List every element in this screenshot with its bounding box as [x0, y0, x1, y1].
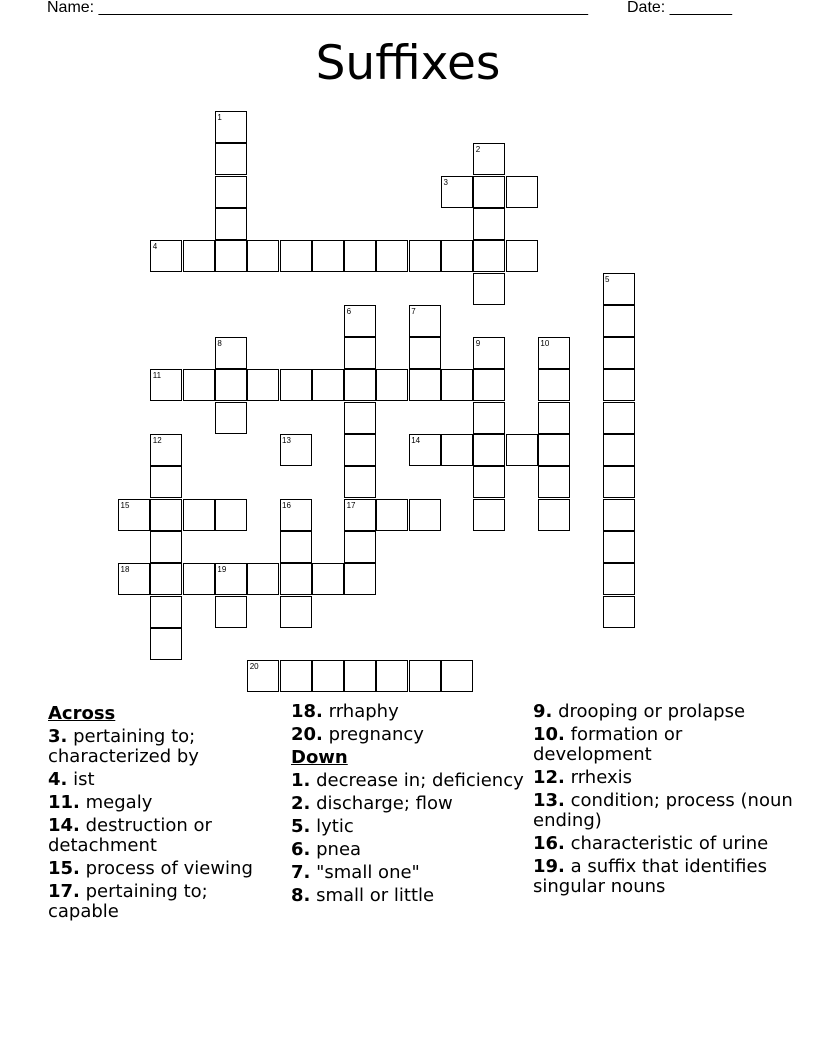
clue-across-18: 18. rrhaphy [291, 701, 399, 722]
grid-cell[interactable] [473, 499, 505, 531]
grid-cell[interactable] [344, 305, 376, 337]
grid-cell[interactable] [344, 466, 376, 498]
grid-cell[interactable] [376, 369, 408, 401]
grid-cell[interactable] [215, 402, 247, 434]
grid-cell[interactable] [409, 499, 441, 531]
clue-number-20: 20 [249, 662, 259, 672]
clue-across-4: 4. ist [48, 769, 95, 790]
grid-cell[interactable] [150, 466, 182, 498]
clue-across-11: 11. megaly [48, 792, 153, 813]
grid-cell[interactable] [506, 240, 538, 272]
grid-cell[interactable] [441, 369, 473, 401]
grid-cell[interactable] [376, 240, 408, 272]
grid-cell[interactable] [215, 499, 247, 531]
clue-number-10: 10 [540, 339, 550, 349]
date-field[interactable]: Date: _______ [627, 0, 732, 16]
grid-cell[interactable] [247, 369, 279, 401]
grid-cell[interactable] [183, 240, 215, 272]
grid-cell[interactable] [215, 369, 247, 401]
grid-cell[interactable] [506, 434, 538, 466]
grid-cell[interactable] [473, 402, 505, 434]
grid-cell[interactable] [280, 531, 312, 563]
grid-cell[interactable] [441, 660, 473, 692]
clue-down-16: 16. characteristic of urine [533, 833, 769, 854]
grid-cell[interactable] [473, 466, 505, 498]
clue-down-1: 1. decrease in; deficiency [291, 770, 524, 791]
grid-cell[interactable] [441, 176, 473, 208]
grid-cell[interactable] [183, 369, 215, 401]
clues-column-1 [48, 702, 278, 925]
grid-cell[interactable] [603, 305, 635, 337]
grid-cell[interactable] [150, 240, 182, 272]
clue-number-15: 15 [120, 500, 130, 510]
grid-cell[interactable] [215, 208, 247, 240]
grid-cell[interactable] [441, 434, 473, 466]
grid-cell[interactable] [118, 499, 150, 531]
clue-number-19: 19 [217, 565, 227, 575]
clue-number-3: 3 [443, 177, 448, 187]
grid-cell[interactable] [280, 596, 312, 628]
clue-number-11: 11 [152, 371, 162, 381]
clue-down-7: 7. "small one" [291, 862, 420, 883]
grid-cell[interactable] [409, 240, 441, 272]
grid-cell[interactable] [473, 208, 505, 240]
clue-down-12: 12. rrhexis [533, 767, 632, 788]
grid-cell[interactable] [603, 466, 635, 498]
clue-across-14: 14. destruction or detachment [48, 815, 212, 856]
grid-cell[interactable] [150, 369, 182, 401]
grid-cell[interactable] [150, 499, 182, 531]
grid-cell[interactable] [344, 499, 376, 531]
grid-cell[interactable] [150, 628, 182, 660]
grid-cell[interactable] [280, 369, 312, 401]
grid-cell[interactable] [312, 240, 344, 272]
grid-cell[interactable] [473, 434, 505, 466]
clue-number-13: 13 [282, 436, 291, 445]
clue-down-9: 9. drooping or prolapse [533, 701, 746, 722]
grid-cell[interactable] [280, 499, 312, 531]
grid-cell[interactable] [473, 176, 505, 208]
clue-down-10: 10. formation or development [533, 724, 683, 765]
grid-cell[interactable] [215, 563, 247, 595]
grid-cell[interactable] [118, 563, 150, 595]
grid-cell[interactable] [473, 143, 505, 175]
clue-number-8: 8 [217, 339, 222, 349]
clue-number-6: 6 [346, 306, 352, 316]
clue-across-17: 17. pertaining to; capable [48, 881, 208, 922]
puzzle-title: Suffixes [315, 36, 501, 91]
grid-cell[interactable] [603, 369, 635, 401]
grid-cell[interactable] [280, 434, 312, 466]
grid-cell[interactable] [247, 563, 279, 595]
grid-cell[interactable] [538, 402, 570, 434]
clue-down-2: 2. discharge; flow [291, 793, 453, 814]
grid-cell[interactable] [215, 337, 247, 369]
grid-cell[interactable] [280, 240, 312, 272]
grid-cell[interactable] [150, 596, 182, 628]
clue-down-6: 6. pnea [291, 839, 362, 860]
clue-number-18: 18 [120, 565, 130, 575]
clue-number-16: 16 [282, 500, 291, 510]
grid-cell[interactable] [215, 176, 247, 208]
grid-cell[interactable] [344, 660, 376, 692]
grid-cell[interactable] [376, 660, 408, 692]
grid-cell[interactable] [215, 143, 247, 175]
clue-number-9: 9 [475, 339, 481, 349]
grid-cell[interactable] [603, 402, 635, 434]
across-heading: Across [48, 703, 116, 724]
down-heading: Down [291, 747, 348, 768]
grid-cell[interactable] [344, 531, 376, 563]
grid-cell[interactable] [247, 240, 279, 272]
grid-cell[interactable] [603, 337, 635, 369]
grid-cell[interactable] [603, 434, 635, 466]
grid-cell[interactable] [538, 434, 570, 466]
grid-cell[interactable] [603, 499, 635, 531]
clues-column-2 [291, 702, 526, 909]
grid-cell[interactable] [344, 402, 376, 434]
grid-cell[interactable] [312, 369, 344, 401]
grid-cell[interactable] [603, 596, 635, 628]
grid-cell[interactable] [603, 273, 635, 305]
grid-cell[interactable] [473, 273, 505, 305]
clue-across-15: 15. process of viewing [48, 858, 253, 879]
clues-column-3 [533, 702, 803, 900]
clue-number-4: 4 [152, 242, 158, 252]
clue-down-8: 8. small or little [291, 885, 435, 906]
grid-cell[interactable] [538, 369, 570, 401]
grid-cell[interactable] [344, 240, 376, 272]
grid-cell[interactable] [280, 563, 312, 595]
grid-cell[interactable] [409, 434, 441, 466]
grid-cell[interactable] [215, 596, 247, 628]
grid-cell[interactable] [441, 240, 473, 272]
grid-cell[interactable] [215, 111, 247, 143]
grid-cell[interactable] [344, 337, 376, 369]
grid-cell[interactable] [473, 369, 505, 401]
grid-cell[interactable] [409, 337, 441, 369]
clue-across-3: 3. pertaining to; characterized by [48, 726, 199, 767]
grid-cell[interactable] [409, 305, 441, 337]
clue-number-1: 1 [217, 113, 222, 122]
grid-cell[interactable] [183, 563, 215, 595]
grid-cell[interactable] [538, 466, 570, 498]
grid-cell[interactable] [506, 176, 538, 208]
grid-cell[interactable] [312, 660, 344, 692]
grid-cell[interactable] [183, 499, 215, 531]
grid-cell[interactable] [409, 660, 441, 692]
clue-number-7: 7 [411, 306, 416, 316]
clue-down-13: 13. condition; process (noun ending) [533, 790, 793, 831]
grid-cell[interactable] [538, 337, 570, 369]
grid-cell[interactable] [603, 563, 635, 595]
clue-down-19: 19. a suffix that identifies singular nouns [533, 856, 767, 897]
grid-cell[interactable] [473, 337, 505, 369]
grid-cell[interactable] [376, 499, 408, 531]
clue-across-20: 20. pregnancy [291, 724, 424, 745]
clue-number-12: 12 [152, 436, 162, 445]
grid-cell[interactable] [344, 369, 376, 401]
grid-cell[interactable] [603, 531, 635, 563]
name-field[interactable]: Name: _______________________________________________________ [47, 0, 588, 16]
clue-number-17: 17 [346, 500, 356, 510]
clue-number-2: 2 [475, 145, 481, 155]
clue-number-14: 14 [411, 436, 421, 445]
grid-cell[interactable] [247, 660, 279, 692]
grid-cell[interactable] [280, 660, 312, 692]
grid-cell[interactable] [409, 369, 441, 401]
clue-down-5: 5. lytic [291, 816, 354, 837]
grid-cell[interactable] [344, 434, 376, 466]
grid-cell[interactable] [150, 531, 182, 563]
grid-cell[interactable] [473, 240, 505, 272]
grid-cell[interactable] [150, 563, 182, 595]
grid-cell[interactable] [344, 563, 376, 595]
grid-cell[interactable] [215, 240, 247, 272]
grid-cell[interactable] [538, 499, 570, 531]
clue-number-5: 5 [605, 274, 610, 284]
grid-cell[interactable] [312, 563, 344, 595]
grid-cell[interactable] [150, 434, 182, 466]
